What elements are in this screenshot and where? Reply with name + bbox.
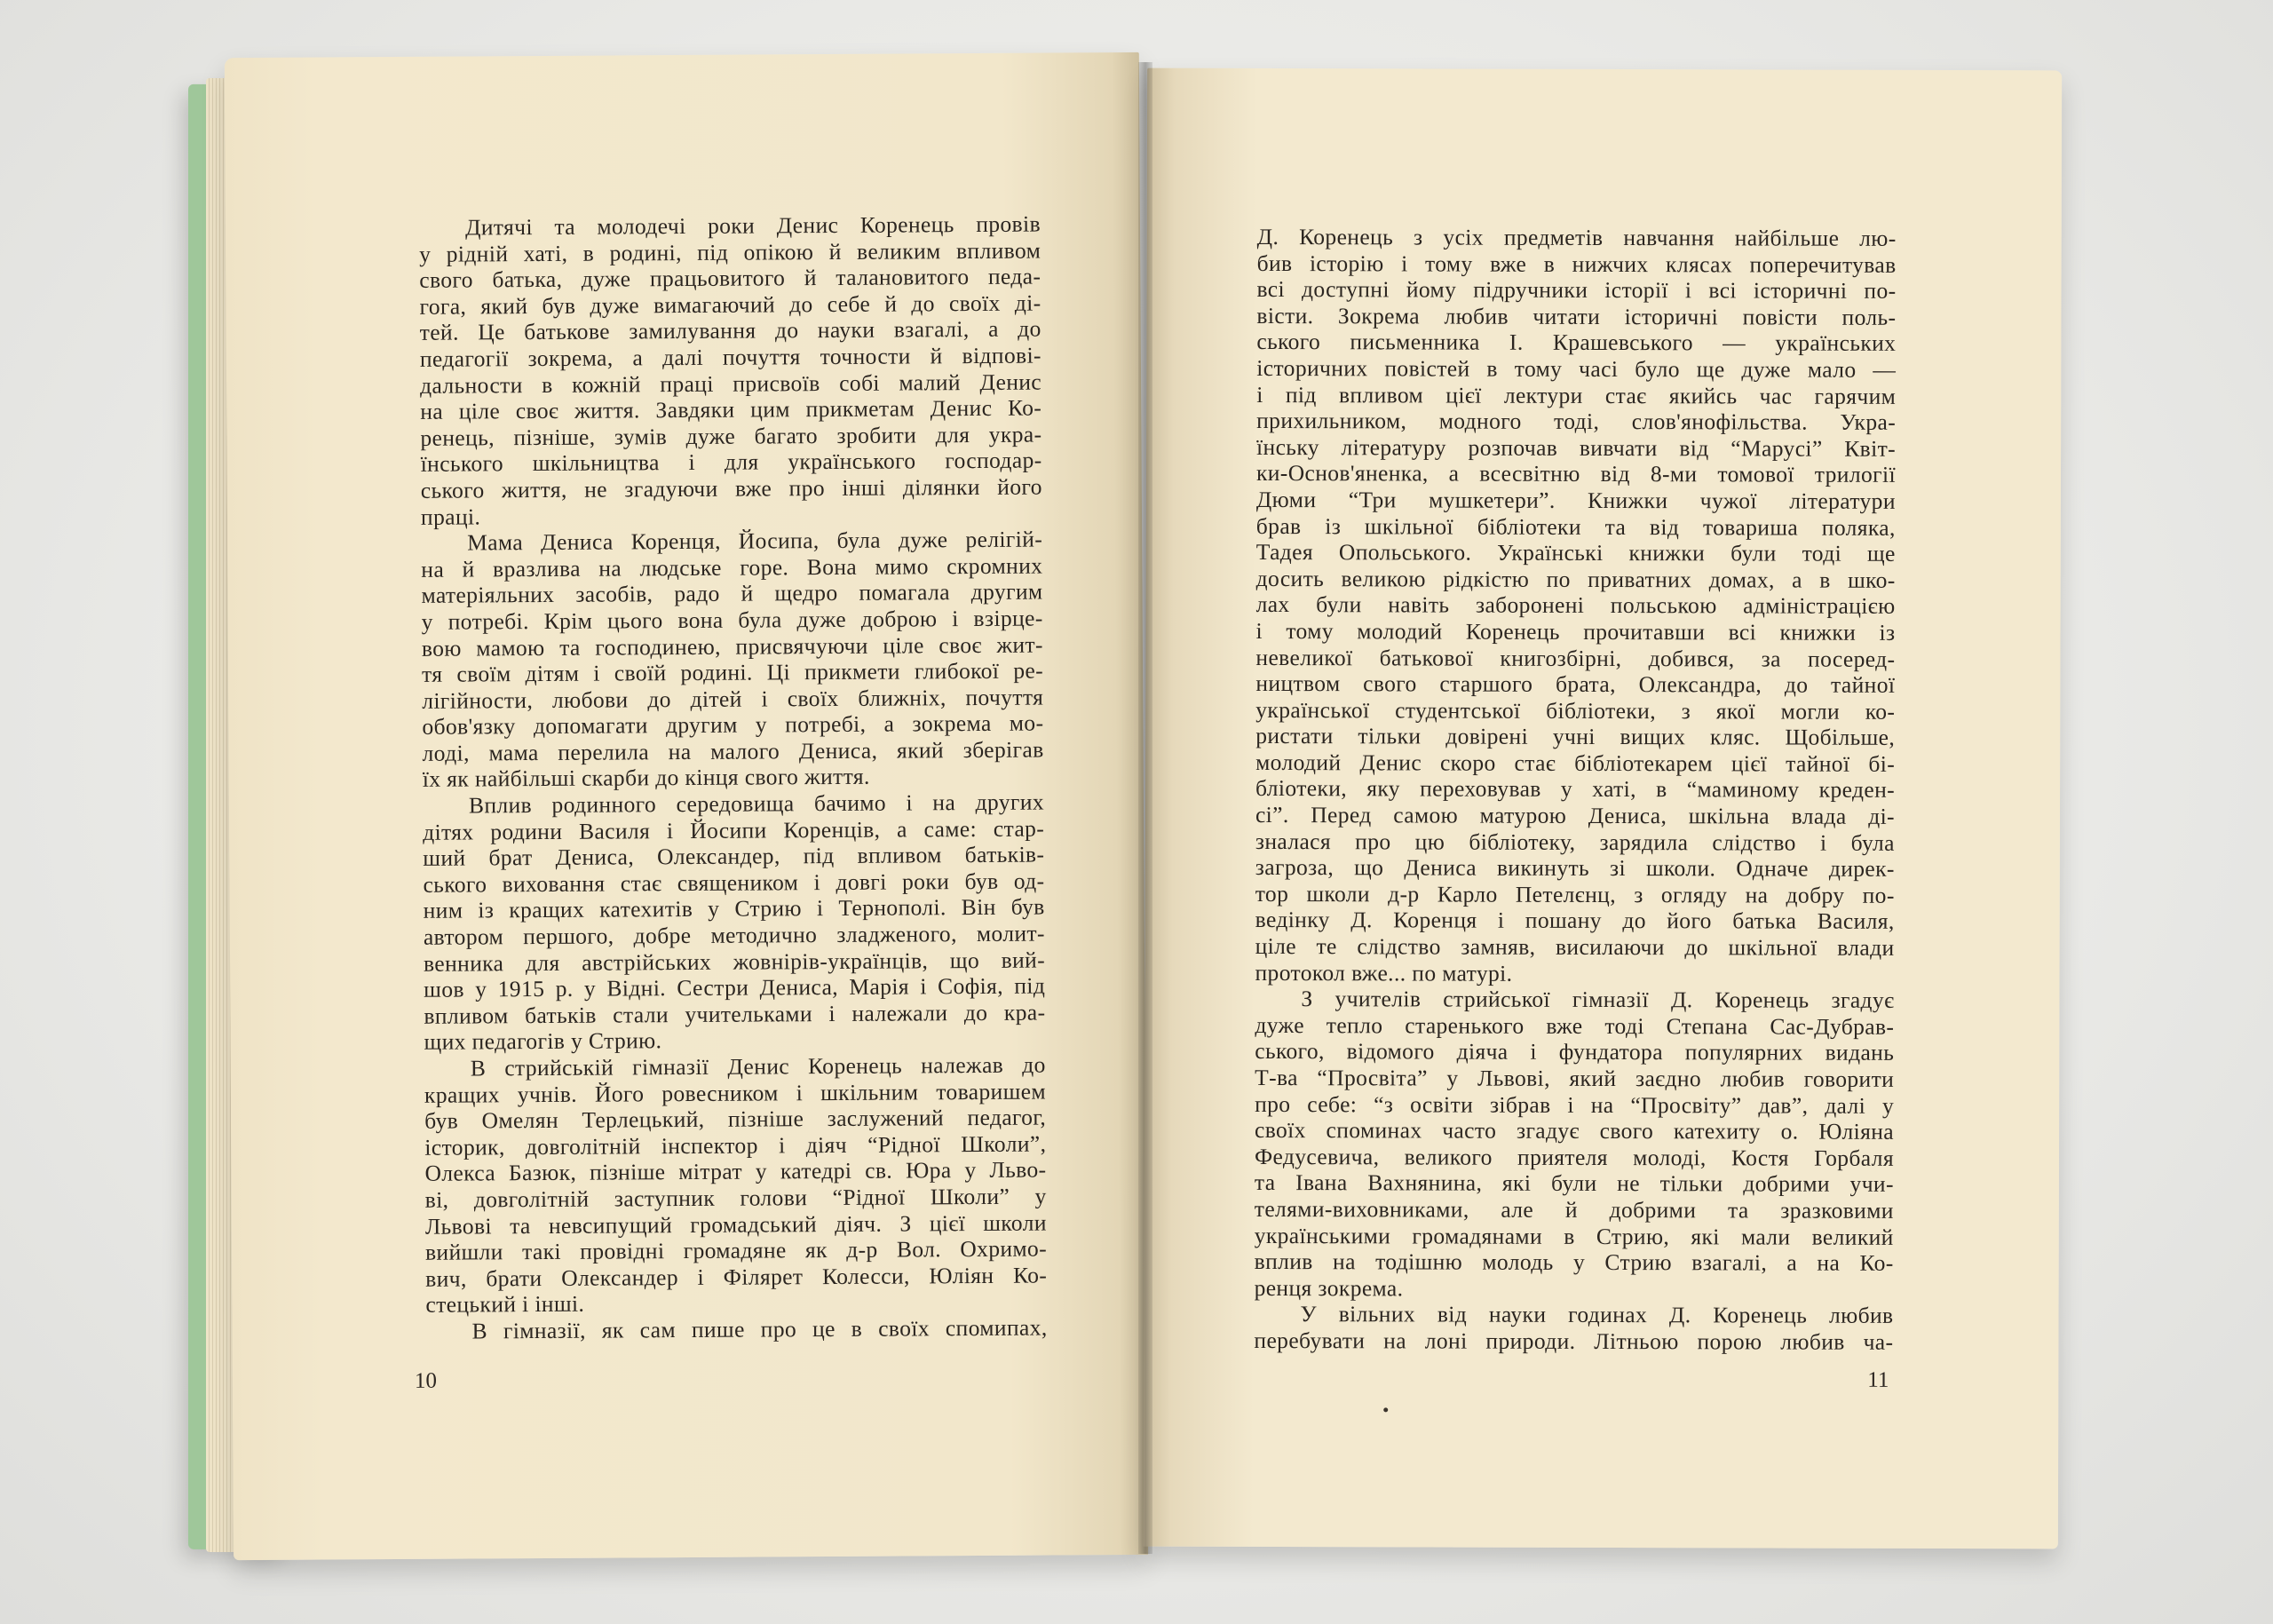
text-line: ренця зокрема. [1254,1274,1404,1302]
text-line: зналася про цю бібліотеку, зарядила слідство і була [1255,828,1895,856]
text-line: Т-ва “Просвіта” у Львові, який заєдно любив говорити [1255,1064,1895,1092]
text-line: української студентської бібліотеки, з якої могли ко- [1255,696,1896,725]
text-line: В гімназії, як сам пише про це в своїх спомипах, [471,1314,1048,1344]
text-line: Федусевича, великого приятеля молоді, Костя Горбаля [1254,1143,1895,1171]
text-line: ціле те слідство замняв, висилаючи до шкільної влади [1255,933,1895,961]
text-line: протокол вже... по матурі. [1255,959,1513,986]
text-line: матеріяльних засобів, радо й щедро помагала другим [421,578,1043,609]
text-line: їх як найбільші скарби до кінця свого життя. [422,764,870,793]
text-line: ристати тільки довірені учні вищих кляс. Щобільше, [1255,723,1896,751]
text-line: бив історію і тому вже в нижчих клясах поперечитував [1256,250,1897,278]
text-line: ського, відомого діяча і фундатора популярних видань [1255,1038,1895,1066]
text-line: ського виховання стає священиком і довгі роки був од- [423,867,1045,898]
right-page-number: 11 [1867,1367,1889,1392]
text-line: і під впливом цієї лектури стає якийсь час гарячим [1256,381,1897,409]
text-line: Львові та невсипущий громадський діяч. З цієї школи [424,1209,1047,1240]
text-line: у потребі. Крім цього вона була дуже доброю і взірце- [421,605,1043,635]
text-line: ництвом свого старшого брата, Олександра, до тайної [1255,670,1896,698]
text-line: ренець, пізніше, зумів дуже багато зробити для укра- [420,421,1042,451]
text-line: та Івана Вахнянина, які були не тільки добрими учи- [1254,1169,1894,1198]
text-line: ки-Основ'яненка, а всесвітню від 8-ми томової трилогії [1255,460,1897,488]
ink-speck [1383,1407,1388,1412]
text-line: тя своїм дітям і своїй родині. Ці прикмети глибокої ре- [421,657,1044,687]
text-line: вісти. Зокрема любив читати історичні повісти поль- [1256,302,1897,330]
text-line: перебувати на лоні природи. Літньою порою любив ча- [1254,1327,1894,1355]
text-line: про себе: “з освіти зібрав і на “Просвіту” дав”, далі у [1255,1090,1895,1119]
text-line: ший брат Дениса, Олександер, під впливом батьків- [423,841,1045,872]
text-line: ві, довголітній заступник голови “Рідної Школи” у [424,1183,1047,1213]
text-line: щих педагогів у Стрию. [424,1027,662,1056]
left-page-number: 10 [414,1368,438,1393]
text-line: дальности в кожній праці присвоїв собі малий Денис [420,368,1042,399]
text-line: дуже тепло старенького вже тоді Степана Сас-Дубрав- [1255,1011,1895,1040]
text-line: праці. [420,503,481,530]
text-line: і тому молодий Коренець прочитавши всі книжки із [1255,617,1896,646]
text-line: венника для австрійських жовнірів-українців, що вий- [423,947,1046,977]
text-line: бліотеки, яку переховував у хаті, в “маминому креден- [1255,775,1896,804]
text-line: лоді, мама перелила на малого Дениса, який зберігав [422,736,1044,766]
text-line: молодий Денис скоро стає бібліотекарем цієї тайної бі- [1255,749,1896,777]
text-line: історик, довголітній інспектор і діяч “Рідної Школи”, [424,1130,1047,1161]
left-page-text [419,211,1048,1345]
text-line: впливом батьків стали учительками і належали до кра- [424,999,1046,1029]
text-line: у рідній хаті, в родині, під опікою й великим впливом [419,237,1041,267]
text-line: В стрийській гімназії Денис Коренець належав до [470,1051,1046,1081]
text-line: всі доступні йому підручники історії і всі історичні по- [1256,276,1897,305]
text-line: на ціле своє життя. Завдяки цим прикметам Денис Ко- [420,394,1042,424]
text-line: лігійности, любови до дітей і своїх ближніх, почуття [422,684,1044,714]
text-line: своїх споминах часто згадує свого катехиту о. Юліяна [1255,1117,1895,1145]
text-line: Дитячі та молодечі роки Денис Коренець провів [464,210,1041,241]
text-line: У вільних від науки годинах Д. Коренець любив [1300,1301,1894,1329]
text-line: Д. Коренець з усіх предметів навчання найбільше лю- [1256,223,1897,251]
text-line: дітях родини Василя і Йосипи Коренців, а саме: стар- [423,815,1045,845]
text-line: стецький і інші. [425,1291,585,1319]
text-line: свого батька, дуже працьовитого й талановитого педа- [419,263,1041,294]
text-line: вийшли такі провідні громадяне як д-р Вол. Охримо- [424,1235,1048,1265]
text-line: тор школи д-р Карло Петелєнц, з огляду на добру по- [1255,880,1895,908]
right-page-text [1254,224,1896,1355]
text-line: Тадея Опольського. Українські книжки були тоді ще [1255,539,1896,566]
text-line: їнського шкільництва і для українського господар- [420,447,1042,478]
text-line: на й вразлива на людське горе. Вона мимо скромних [421,552,1043,582]
text-line: Мама Дениса Коренця, Йосипа, була дуже релігій- [467,526,1043,556]
right-page [1144,68,2062,1549]
text-line: ського життя, не згадуючи вже про інші ділянки його [420,473,1042,503]
text-line: кращих учнів. Його ровесником і шкільним товаришем [424,1078,1047,1108]
text-line: Вплив родинного середовища бачимо і на других [468,788,1045,819]
text-line: невеликої батькової книгозбірні, добився, за посеред- [1255,644,1896,672]
text-line: автором першого, добре методично зладженого, молит- [423,920,1045,950]
text-line: тей. Це батькове замилування до науки взагалі, а до [419,315,1041,346]
text-line: був Омелян Терлецький, пізніше заслужений педагог, [424,1104,1047,1134]
text-line: шов у 1915 р. у Відні. Сестри Дениса, Марія і Софія, під [424,972,1046,1003]
text-line: прихильником, модного тоді, слов'янофільства. Укра- [1256,408,1897,436]
text-line: педагогії зокрема, а далі почуття точности й відпові- [419,342,1041,372]
left-page [225,52,1148,1560]
text-line: обов'язку допомагати другим у потребі, а зокрема мо- [422,709,1044,741]
text-line: брав із шкільної бібліотеки та від товариша поляка, [1255,512,1896,541]
text-line: ним із кращих катехитів у Стрию і Тернополі. Він був [423,893,1045,924]
text-line: лах були навіть заборонені польською адміністрацією [1255,591,1896,620]
text-line: телями-виховниками, але й добрими та зразковими [1254,1195,1894,1224]
text-line: українськими громадянами в Стрию, які мали великий [1254,1222,1894,1250]
text-line: ського письменника І. Крашевського — українських [1256,329,1897,357]
text-line: Олекса Базюк, пізніше мітрат у катедрі св. Юра у Льво- [424,1156,1047,1187]
book-gutter [1138,62,1152,1554]
text-line: вою мамою та господинею, присвячуючи ціле своє жит- [421,631,1043,661]
text-line: досить великою рідкістю по приватних домах, а в шко- [1255,565,1896,593]
text-line: їнську літературу розпочав вивчати від “Марусі” Квіт- [1256,433,1897,462]
text-line: Дюми “Три мушкетери”. Книжки чужої літератури [1255,486,1896,514]
text-line: З учителів стрийської гімназії Д. Коренець згадує [1301,986,1895,1014]
text-line: історичних повістей в тому часі було ще дуже мало — [1256,354,1897,383]
text-line: сі”. Перед самою матурою Дениса, шкільна влада ді- [1255,802,1896,829]
text-line: загроза, що Дениса викинуть зі школи. Одначе дирек- [1255,854,1895,883]
text-line: вич, брати Олександер і Філярет Колесси, Юліян Ко- [425,1262,1048,1292]
text-line: ведінку Д. Коренця і пошану до його батька Василя, [1255,907,1895,935]
text-line: гога, який був дуже вимагаючий до себе й до своїх ді- [419,289,1041,320]
text-line: вплив на тодішню молодь у Стрию взагалі, а на Ко- [1254,1248,1894,1277]
